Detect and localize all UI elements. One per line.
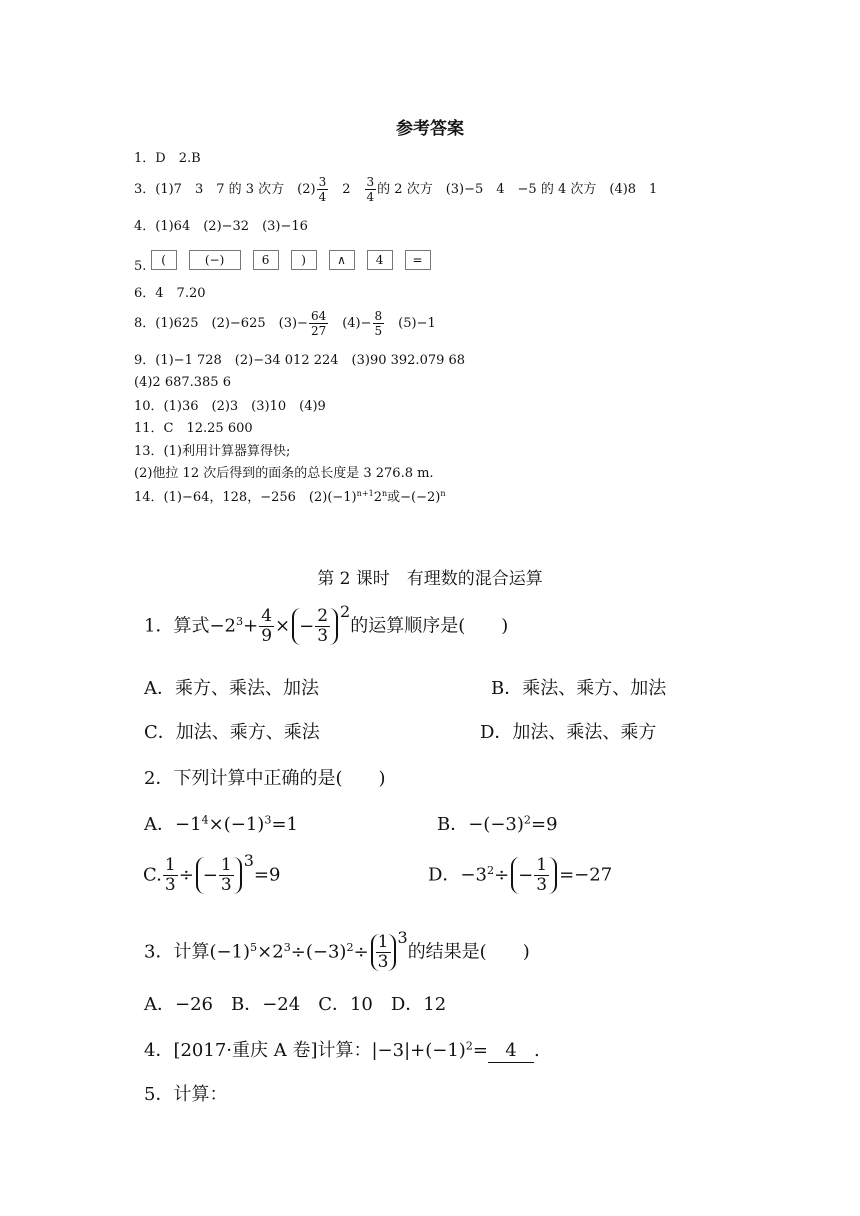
- answer-key-title: 参考答案: [396, 119, 464, 139]
- fraction: $\frac{1}{3}$: [220, 855, 232, 895]
- parenthesis-group: − $\frac{1}{3}$: [511, 857, 557, 894]
- answer-blank: 4: [488, 1040, 534, 1063]
- calculator-key-4: 4: [367, 250, 393, 270]
- fraction: $\frac{8}{5}$: [374, 309, 383, 338]
- question-2-option-c: C. $\frac{1}{3}$ ÷ − $\frac{1}{3}$ $^3$=9: [143, 851, 281, 895]
- answer-9-part-4: (4)2 687.385 6: [134, 375, 231, 390]
- answer-3: 3．(1)7 3 7 的 3 次方 (2) $\frac{3}{4}$ 2 $\frac{3}{4}$ 的 2 次方 (3)−5 4 −5 的 4 次方 (4)8 1: [134, 175, 658, 204]
- question-1-option-d: D．加法、乘法、乘方: [480, 722, 657, 743]
- section-heading: 第 2 课时 有理数的混合运算: [317, 569, 543, 589]
- question-2-option-a: A．$-1^4\times(-1)^3=1$: [144, 813, 298, 835]
- parenthesis-group: − $\frac{2}{3}$: [292, 608, 338, 645]
- answer-6-7: 6．4 7.20: [134, 286, 206, 301]
- answer-14: 14．(1)−64，128，−256 $(2)(-1)^{n+1}2^n$或$-(-2)^n$: [134, 489, 446, 505]
- answer-10: 10．(1)36 (2)3 (3)10 (4)9: [134, 399, 326, 414]
- fraction: $\frac{1}{3}$: [164, 855, 176, 895]
- calculator-key-power: ∧: [329, 250, 355, 270]
- answer-5: 5. ( (−) 6 ) ∧ 4 =: [134, 250, 443, 276]
- question-3: 3．计算$(-1)^5\times 2^3\div(-3)^2\div$ $\frac{1}{3}$ $^3$的结果是( ): [144, 928, 530, 972]
- fraction: $\frac{3}{4}$: [366, 175, 375, 204]
- fraction: $\frac{4}{9}$: [261, 606, 273, 646]
- question-1-option-c: C．加法、乘方、乘法: [144, 722, 320, 743]
- answer-13-part-2: (2)他拉 12 次后得到的面条的总长度是 3 276.8 m.: [134, 466, 434, 481]
- answer-11-12: 11．C 12.25 600: [134, 421, 253, 436]
- question-2: 2．下列计算中正确的是( ): [144, 768, 386, 789]
- fraction: $\frac{1}{3}$: [536, 855, 548, 895]
- calculator-key-close-paren: ): [291, 250, 317, 270]
- fraction: $\frac{3}{4}$: [318, 175, 327, 204]
- question-1-option-a: A．乘方、乘法、加法: [144, 678, 319, 699]
- answer-9: 9．(1)−1 728 (2)−34 012 224 (3)90 392.079 68: [134, 353, 466, 368]
- fraction: $\frac{64}{27}$: [310, 309, 327, 338]
- answer-8: 8．(1)625 (2)−625 (3)− $\frac{64}{27}$ (4)− $\frac{8}{5}$ (5)−1: [134, 309, 436, 338]
- answer-1-2: 1．D 2.B: [134, 151, 201, 166]
- fraction: $\frac{2}{3}$: [317, 606, 329, 646]
- question-5: 5．计算：: [144, 1084, 228, 1105]
- answer-4: 4．(1)64 (2)−32 (3)−16: [134, 219, 308, 234]
- calculator-key-negative: (−): [189, 250, 241, 270]
- calculator-key-6: 6: [253, 250, 279, 270]
- answer-13-part-1: 13．(1)利用计算器算得快;: [134, 444, 291, 459]
- parenthesis-group: − $\frac{1}{3}$: [196, 857, 242, 894]
- fraction: $\frac{1}{3}$: [377, 932, 389, 972]
- calculator-key-equals: =: [405, 250, 431, 270]
- question-3-options: A．−26 B．−24 C．10 D．12: [144, 994, 447, 1015]
- question-4: 4．[2017·重庆 A 卷]计算：$|-3|+(-1)^2= 4$ .: [144, 1039, 540, 1061]
- question-2-option-d: D．$-3^2\div$ − $\frac{1}{3}$ =−27: [428, 855, 613, 895]
- calculator-key-open-paren: (: [151, 250, 177, 270]
- question-1: 1．算式$-2^3+$ $\frac{4}{9}$ × − $\frac{2}{3}$ $^2$的运算顺序是( ): [144, 602, 509, 646]
- parenthesis-group: [371, 934, 396, 971]
- question-1-option-b: B．乘法、乘方、加法: [491, 678, 667, 699]
- question-2-option-b: B．$-(-3)^2=9$: [437, 813, 558, 835]
